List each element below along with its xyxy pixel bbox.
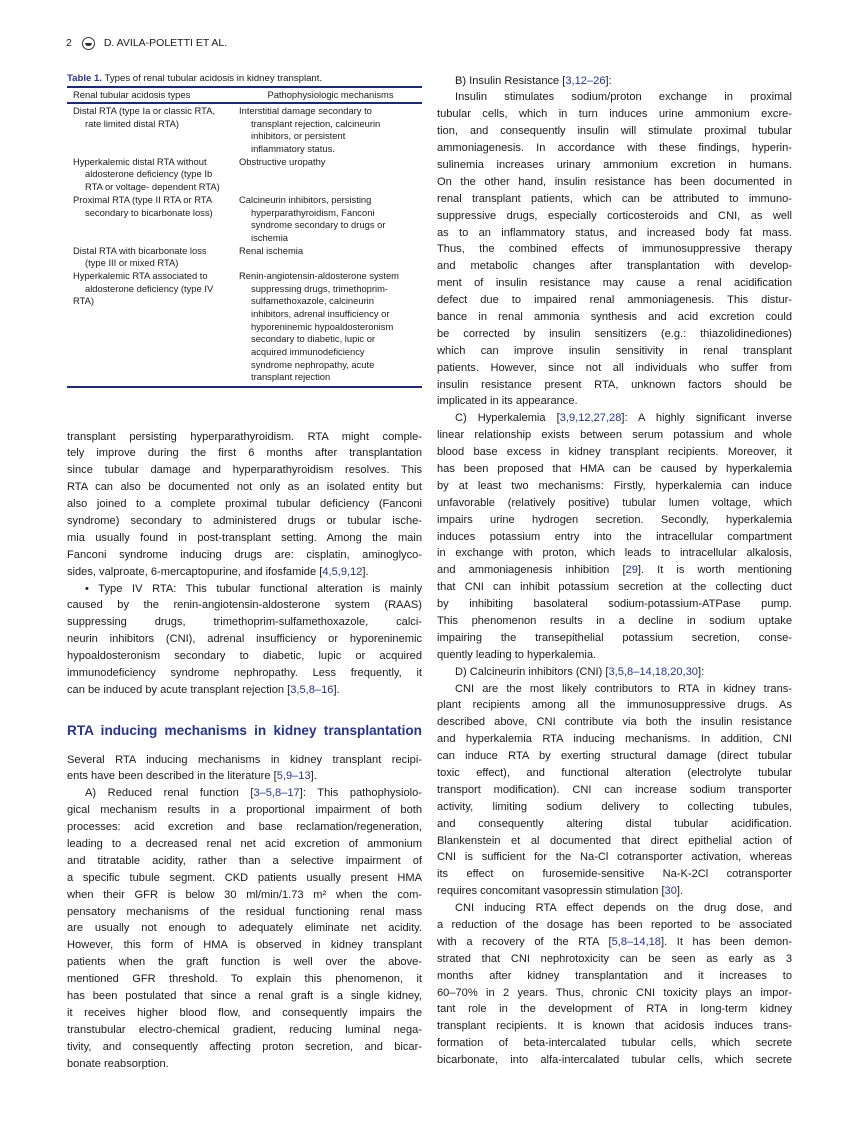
section-heading: RTA inducing mechanisms in kidney transplantation	[67, 723, 422, 738]
running-header	[66, 35, 227, 51]
text-line: by at least two mechanisms: Firstly, hyperkalemia can induce	[437, 479, 792, 492]
text-line: suppressive drugs, especially corticosteroids and CNI, as well	[437, 209, 792, 222]
text-line: • Type IV RTA: This tubular functional alteration is mainly	[85, 582, 422, 595]
text-line: by inhibiting basolateral sodium-potassium-ATPase pump.	[437, 598, 792, 611]
text-line: C) Hyperkalemia [3,9,12,27,28]: A highly significant inverse	[455, 412, 792, 425]
text-line: sides, valproate, 6-mercaptopurine, and ifosfamide [4,5,9,12].	[67, 565, 369, 578]
column-header-types: Renal tubular acidosis types	[73, 89, 191, 100]
text-line: tant role in the development of RTA in long-term kidney	[437, 1003, 792, 1016]
cell-line: Hyperkalemic distal RTA without	[73, 155, 207, 167]
cell-mechanism	[239, 194, 422, 245]
cell-mechanism	[239, 156, 422, 194]
text-line: suppressing drugs, trimethoprim-sulfamethoxazole, calci-	[67, 616, 422, 629]
left-column-text-top	[67, 429, 422, 699]
text-line: described above, CNI contribute via both the insulin resistance	[437, 716, 792, 729]
cell-line: RTA or voltage- dependent RTA)	[85, 181, 220, 193]
cell-line: inhibitors, or persistent	[251, 130, 346, 142]
text-line: On the other hand, insulin resistance has been documented in	[437, 175, 792, 188]
text-line: can be induced by acute transplant rejection [3,5,8–16].	[67, 683, 340, 696]
cell-line: transplant rejection, calcineurin	[251, 117, 381, 129]
cell-rta-type	[67, 245, 239, 270]
citation-link[interactable]: 5,8–14,18	[611, 935, 661, 948]
cell-rta-type	[67, 105, 239, 156]
text-line: hypoaldosteronism secondary to diabetic, lupic or acquired	[67, 650, 422, 663]
text-line: mentioned GFR threshold. To explain this phenomenon, it	[67, 973, 422, 986]
paragraph	[437, 664, 792, 681]
table-bottom-rule	[67, 386, 422, 388]
paragraph	[437, 89, 792, 410]
cell-line: hyperparathyroidism, Fanconi	[251, 206, 375, 218]
text-line: also joined to a complete proximal tubular deficiency (Fanconi	[67, 498, 422, 511]
text-line: formation of beta-intercalated tubular cells, which secrete	[437, 1037, 792, 1050]
text-line: Insulin stimulates sodium/proton exchange in proximal	[455, 91, 792, 104]
text-line: Blankenstein et al documented that direct epithelial action of	[437, 834, 792, 847]
text-line: quently leading to hyperkalemia.	[437, 648, 597, 661]
cell-line: Renal ischemia	[239, 244, 304, 256]
text-line: has been postulated that since a renal graft is a single kidney,	[67, 989, 422, 1002]
cell-line: (type III or mixed RTA)	[85, 257, 179, 269]
text-line: and hyperkalemia RTA inducing mechanisms. In addition, CNI	[437, 733, 792, 746]
text-line: unfavorable (relatively positive) tubular lumen voltage, which	[437, 496, 792, 509]
table-1	[67, 72, 422, 388]
cell-line: Interstitial damage secondary to	[239, 105, 372, 116]
cell-line: Renin-angiotensin-aldosterone system	[239, 269, 399, 281]
cell-rta-type	[67, 270, 239, 384]
cell-line: sulfamethoxazole, calcineurin	[251, 295, 374, 307]
table-header-row	[67, 88, 422, 102]
text-line: toxic effect), and functional alteration (electrolyte tubular	[437, 767, 792, 780]
cell-line: transplant rejection	[251, 371, 331, 383]
citation-link[interactable]: 3–5,8–17	[253, 787, 300, 800]
cell-rta-type	[67, 194, 239, 245]
text-line: pensatory mechanisms of the residual functioning renal mass	[67, 905, 422, 918]
text-line: leading to a decreased renal net acid excretion of ammonium	[67, 837, 422, 850]
citation-link[interactable]: 4,5,9,12	[322, 565, 363, 578]
table-row	[67, 105, 422, 156]
text-line: strated that CNI nephrotoxicity can be seen as early as 3	[437, 952, 792, 965]
paragraph	[437, 73, 792, 90]
cell-line: Distal RTA with bicarbonate loss	[73, 244, 207, 256]
text-line: transtubular electro-chemical gradient, reducing luminal nega-	[67, 1023, 422, 1036]
paragraph	[67, 752, 422, 786]
text-line: tion, and consequently insulin will stimulate proximal tubular	[437, 125, 792, 138]
text-line: Fanconi syndrome inducing drugs are: cisplatin, aminoglyco-	[67, 548, 422, 561]
text-line: in exchange with proton, which leads to intracellular alkalosis,	[437, 547, 792, 560]
text-line: activity, limiting sodium delivery to collecting tubules,	[437, 800, 792, 813]
text-line: transport modification). CNI can increase sodium transporter	[437, 783, 792, 796]
paragraph	[67, 785, 422, 1072]
table-row	[67, 194, 422, 245]
text-line: months after kidney transplantation and it increases to	[437, 969, 792, 982]
text-line: processes: acid excretion and base reclamation/regeneration,	[67, 821, 422, 834]
text-line: caused by the renin-angiotensin-aldosterone system (RAAS)	[67, 599, 422, 612]
cell-line: secondary to bicarbonate loss)	[85, 206, 213, 218]
text-line: can induce RTA by exerting structural damage (direct tubular	[437, 750, 792, 763]
paragraph	[67, 429, 422, 581]
text-line: be corrected by insulin sensitizers (e.g.: thiazolidinediones)	[437, 327, 792, 340]
cell-line: syndrome nephropathy, acute	[251, 358, 375, 370]
text-line: impairs urine hydrogen secretion. Secondly, hyperkalemia	[437, 513, 792, 526]
cell-mechanism	[239, 270, 422, 384]
citation-link[interactable]: 3,5,8–14,18,20,30	[608, 665, 698, 678]
text-line: impairing the transepithelial potassium secretion, conse-	[437, 631, 792, 644]
text-line: mia usually found in post-transplant setting. Among the main	[67, 531, 422, 544]
text-line: neurin inhibitors (CNI), adrenal insufficiency or hyporeninemic	[67, 633, 422, 646]
cell-line: aldosterone deficiency (type Ib	[85, 168, 213, 180]
text-line: with a recovery of the RTA [5,8–14,18]. It has been demon-	[437, 935, 792, 948]
page-number: 2	[66, 37, 72, 49]
text-line: CNI is sufficient for the Na-Cl cotransporter activation, whereas	[437, 851, 792, 864]
citation-link[interactable]: 29	[625, 564, 638, 577]
citation-link[interactable]: 3,5,8–16	[290, 683, 334, 696]
text-line: patients. However, since not all individuals who suffer from	[437, 361, 792, 374]
cell-line: rate limited distal RTA)	[85, 117, 179, 129]
text-line: are usually not enough to adequately eliminate net acidity.	[67, 922, 422, 935]
text-line: blood base excess in kidney transplant recipients. Moreover, it	[437, 446, 792, 459]
text-line: immunodeficiency syndrome nephropathy. Less frequently, it	[67, 666, 422, 679]
paragraph	[437, 681, 792, 901]
text-line: patients when the graft function is well over the above-	[67, 956, 422, 969]
cell-line: Distal RTA (type Ia or classic RTA,	[73, 105, 216, 116]
text-line: since tubular damage and hyperparathyroidism resolves. This	[67, 464, 422, 477]
publisher-logo-icon	[82, 37, 95, 50]
text-line: D) Calcineurin inhibitors (CNI) [3,5,8–14,18,20,30]:	[455, 665, 705, 678]
right-column-text	[437, 73, 792, 1070]
text-line: transplant recipients. It is known that acidosis induces trans-	[437, 1020, 792, 1033]
text-line: tivity, and consequently affecting proton secretion, and bicar-	[67, 1040, 422, 1053]
table-body	[67, 104, 422, 386]
text-line: renal transplant patients, which can be attributed to immuno-	[437, 192, 792, 205]
text-line: bonate reabsorption.	[67, 1057, 169, 1070]
text-line: 60–70% in 2 years. Thus, chronic CNI toxicity plays an impor-	[437, 986, 792, 999]
cell-line: Hyperkalemic RTA associated to	[73, 269, 208, 281]
cell-line: RTA)	[73, 295, 95, 307]
text-line: sulinemia increases urinary ammonium excretion in humans.	[437, 158, 792, 171]
text-line: has been proposed that HMA can be caused by hyperkalemia	[437, 462, 792, 475]
citation-link[interactable]: 5,9–13	[276, 770, 311, 783]
table-row	[67, 156, 422, 194]
column-header-mechanisms: Pathophysiologic mechanisms	[267, 89, 394, 100]
cell-line: Proximal RTA (type II RTA or RTA	[73, 193, 213, 205]
table-row	[67, 270, 422, 384]
text-line: which can improve insulin sensitivity in renal transplant	[437, 344, 792, 357]
cell-line: secondary to diabetic, lupic or	[251, 333, 376, 345]
citation-link[interactable]: 3,9,12,27,28	[559, 412, 622, 425]
text-line: its effect on furosemide-sensitive Na-K-2Cl cotransporter	[437, 868, 792, 881]
text-line: that CNI can inhibit potassium secretion at the collecting duct	[437, 581, 792, 594]
cell-line: aldosterone deficiency (type IV	[85, 282, 214, 294]
text-line: plant recipients among all the immunosuppressive drugs. As	[437, 699, 792, 712]
cell-line: hyporeninemic hypoaldosteronism	[251, 320, 394, 332]
cell-line: Obstructive uropathy	[239, 155, 326, 167]
text-line: Thus, the combined effects of immunosuppressive therapy	[437, 243, 792, 256]
text-line: and consequently altering distal tubular acidification.	[437, 817, 792, 830]
citation-link[interactable]: 3,12–26	[565, 74, 606, 87]
text-line: induces potassium entry into the intracellular compartment	[437, 530, 792, 543]
cell-line: acquired immunodeficiency	[251, 346, 365, 358]
text-line: and ammoniagenesis inhibition [29]. It is worth mentioning	[437, 564, 792, 577]
text-line: gical mechanism results in a proportional impairment of both	[67, 804, 422, 817]
text-line: CNI inducing RTA effect depends on the drug dose, and	[455, 902, 792, 915]
left-column-text-bottom	[67, 752, 422, 1073]
cell-mechanism	[239, 105, 422, 156]
text-line: a reduction of the dosage has been reported to be associated	[437, 919, 792, 932]
text-line: syndrome) secondary to administered drugs or tubular ische-	[67, 514, 422, 527]
text-line: Several RTA inducing mechanisms in kidney transplant recipi-	[67, 753, 422, 766]
citation-link[interactable]: 30	[664, 885, 677, 898]
text-line: defect due to impaired renal ammoniagenesis. This distur-	[437, 294, 792, 307]
paragraph	[67, 581, 422, 699]
text-line: and titratable acidity, rather than a selective impairment of	[67, 854, 422, 867]
table-caption-text: Types of renal tubular acidosis in kidney transplant.	[104, 73, 323, 84]
text-line: RTA can also be documented not only as an isolated entity but	[67, 481, 422, 494]
text-line: transplant persisting hyperparathyroidism. RTA might comple-	[67, 430, 422, 443]
table-label: Table 1.	[67, 73, 103, 84]
text-line: CNI are the most likely contributors to RTA in kidney trans-	[455, 682, 792, 695]
text-line: A) Reduced renal function [3–5,8–17]: This pathophysiolo-	[85, 787, 422, 800]
table-caption	[67, 72, 422, 86]
cell-mechanism	[239, 245, 422, 270]
text-line: linear relationship exists between serum potassium and whole	[437, 429, 792, 442]
text-line: and metabolic changes after transplantation with develop-	[437, 260, 792, 273]
cell-rta-type	[67, 156, 239, 194]
cell-line: ischemia	[251, 231, 288, 243]
cell-line: inflammatory status.	[251, 143, 335, 155]
text-line: bance in renal ammonia synthesis and acid excretion could	[437, 310, 792, 323]
text-line: it receives higher blood flow, and consequently impairs the	[67, 1006, 422, 1019]
text-line: insulin resistance present RTA, unknown factors should be	[437, 378, 792, 391]
text-line: However, this form of HMA is observed in kidney transplant	[67, 939, 422, 952]
text-line: as to an inflammatory status, and increased body fat mass.	[437, 226, 792, 239]
text-line: tely improve during the first 6 months after transplantation	[67, 447, 422, 460]
text-line: tubular cells, which in turn induces urine ammonium excre-	[437, 108, 792, 121]
paragraph	[437, 900, 792, 1069]
text-line: ment of insulin resistance may cause a renal acidification	[437, 277, 792, 290]
text-line: This phenomenon results in a decline in sodium uptake	[437, 615, 792, 627]
text-line: when their GFR is below 30 ml/min/1.73 m² when the com-	[67, 888, 422, 901]
cell-line: suppressing drugs, trimethoprim-	[251, 282, 389, 294]
text-line: bicarbonate, into alfa-intercalated tubular cells, which secrete	[437, 1054, 792, 1067]
text-line: B) Insulin Resistance [3,12–26]:	[455, 74, 612, 87]
paragraph	[437, 410, 792, 663]
running-head-authors: D. AVILA-POLETTI ET AL.	[103, 37, 228, 49]
text-line: ammoniagenesis. In accordance with these findings, hyperin-	[437, 142, 792, 155]
table-row	[67, 245, 422, 270]
text-line: requires concomitant vasopressin stimulation [30].	[437, 885, 684, 898]
text-line: a specific tubule segment. CKD patients usually present HMA	[67, 871, 422, 884]
text-line: ents have been described in the literature [5,9–13].	[67, 770, 317, 783]
cell-line: Calcineurin inhibitors, persisting	[239, 193, 372, 205]
cell-line: syndrome secondary to drugs or	[251, 219, 386, 231]
cell-line: inhibitors, adrenal insufficiency or	[251, 308, 390, 319]
text-line: implicated in its appearance.	[437, 395, 578, 408]
